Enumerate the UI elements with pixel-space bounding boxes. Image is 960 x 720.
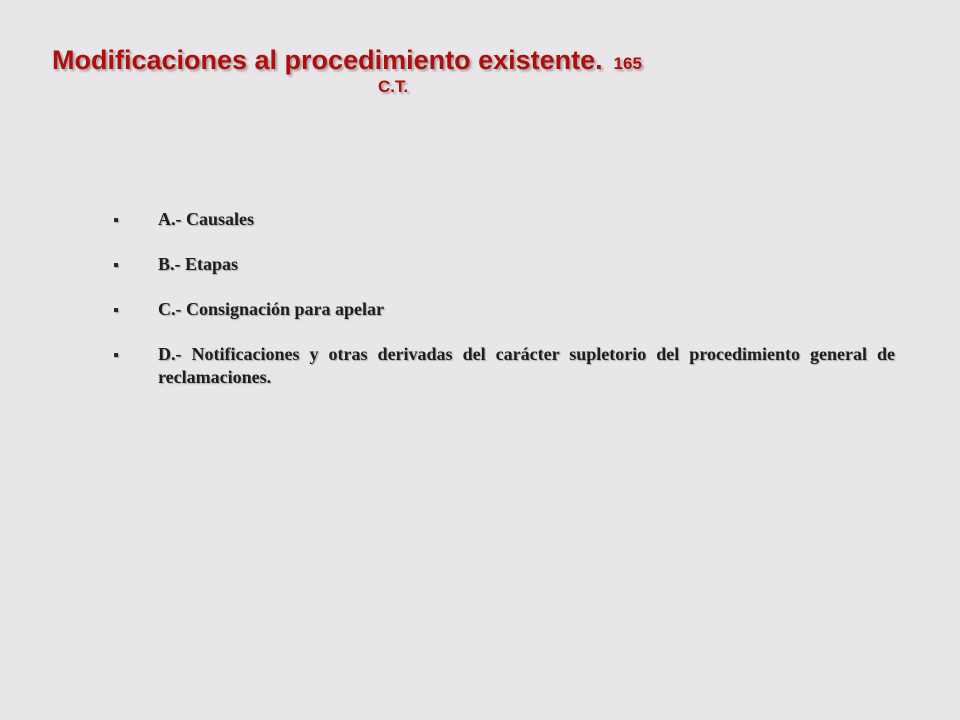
- bullet-item-causales: [110, 208, 895, 231]
- square-bullet-icon: [114, 308, 118, 312]
- bullet-item-etapas: [110, 253, 895, 276]
- bullet-text: A.- Causales: [158, 209, 255, 229]
- title-main: Modificaciones al procedimiento existente.: [52, 45, 603, 75]
- square-bullet-icon: [114, 263, 118, 267]
- slide-title: [52, 40, 792, 97]
- square-bullet-icon: [114, 353, 118, 357]
- bullet-item-notificaciones: [110, 343, 895, 389]
- title-code-abbreviation: C.T.: [378, 77, 409, 96]
- square-bullet-icon: [114, 218, 118, 222]
- title-article-number: 165: [613, 54, 642, 73]
- bullet-text: D.- Notificaciones y otras derivadas del carácter supletorio del procedimiento general de reclamaciones.: [158, 344, 895, 387]
- bullet-text: B.- Etapas: [158, 254, 239, 274]
- bullet-list: [110, 208, 895, 411]
- bullet-text: C.- Consignación para apelar: [158, 299, 385, 319]
- bullet-item-consignacion: [110, 298, 895, 321]
